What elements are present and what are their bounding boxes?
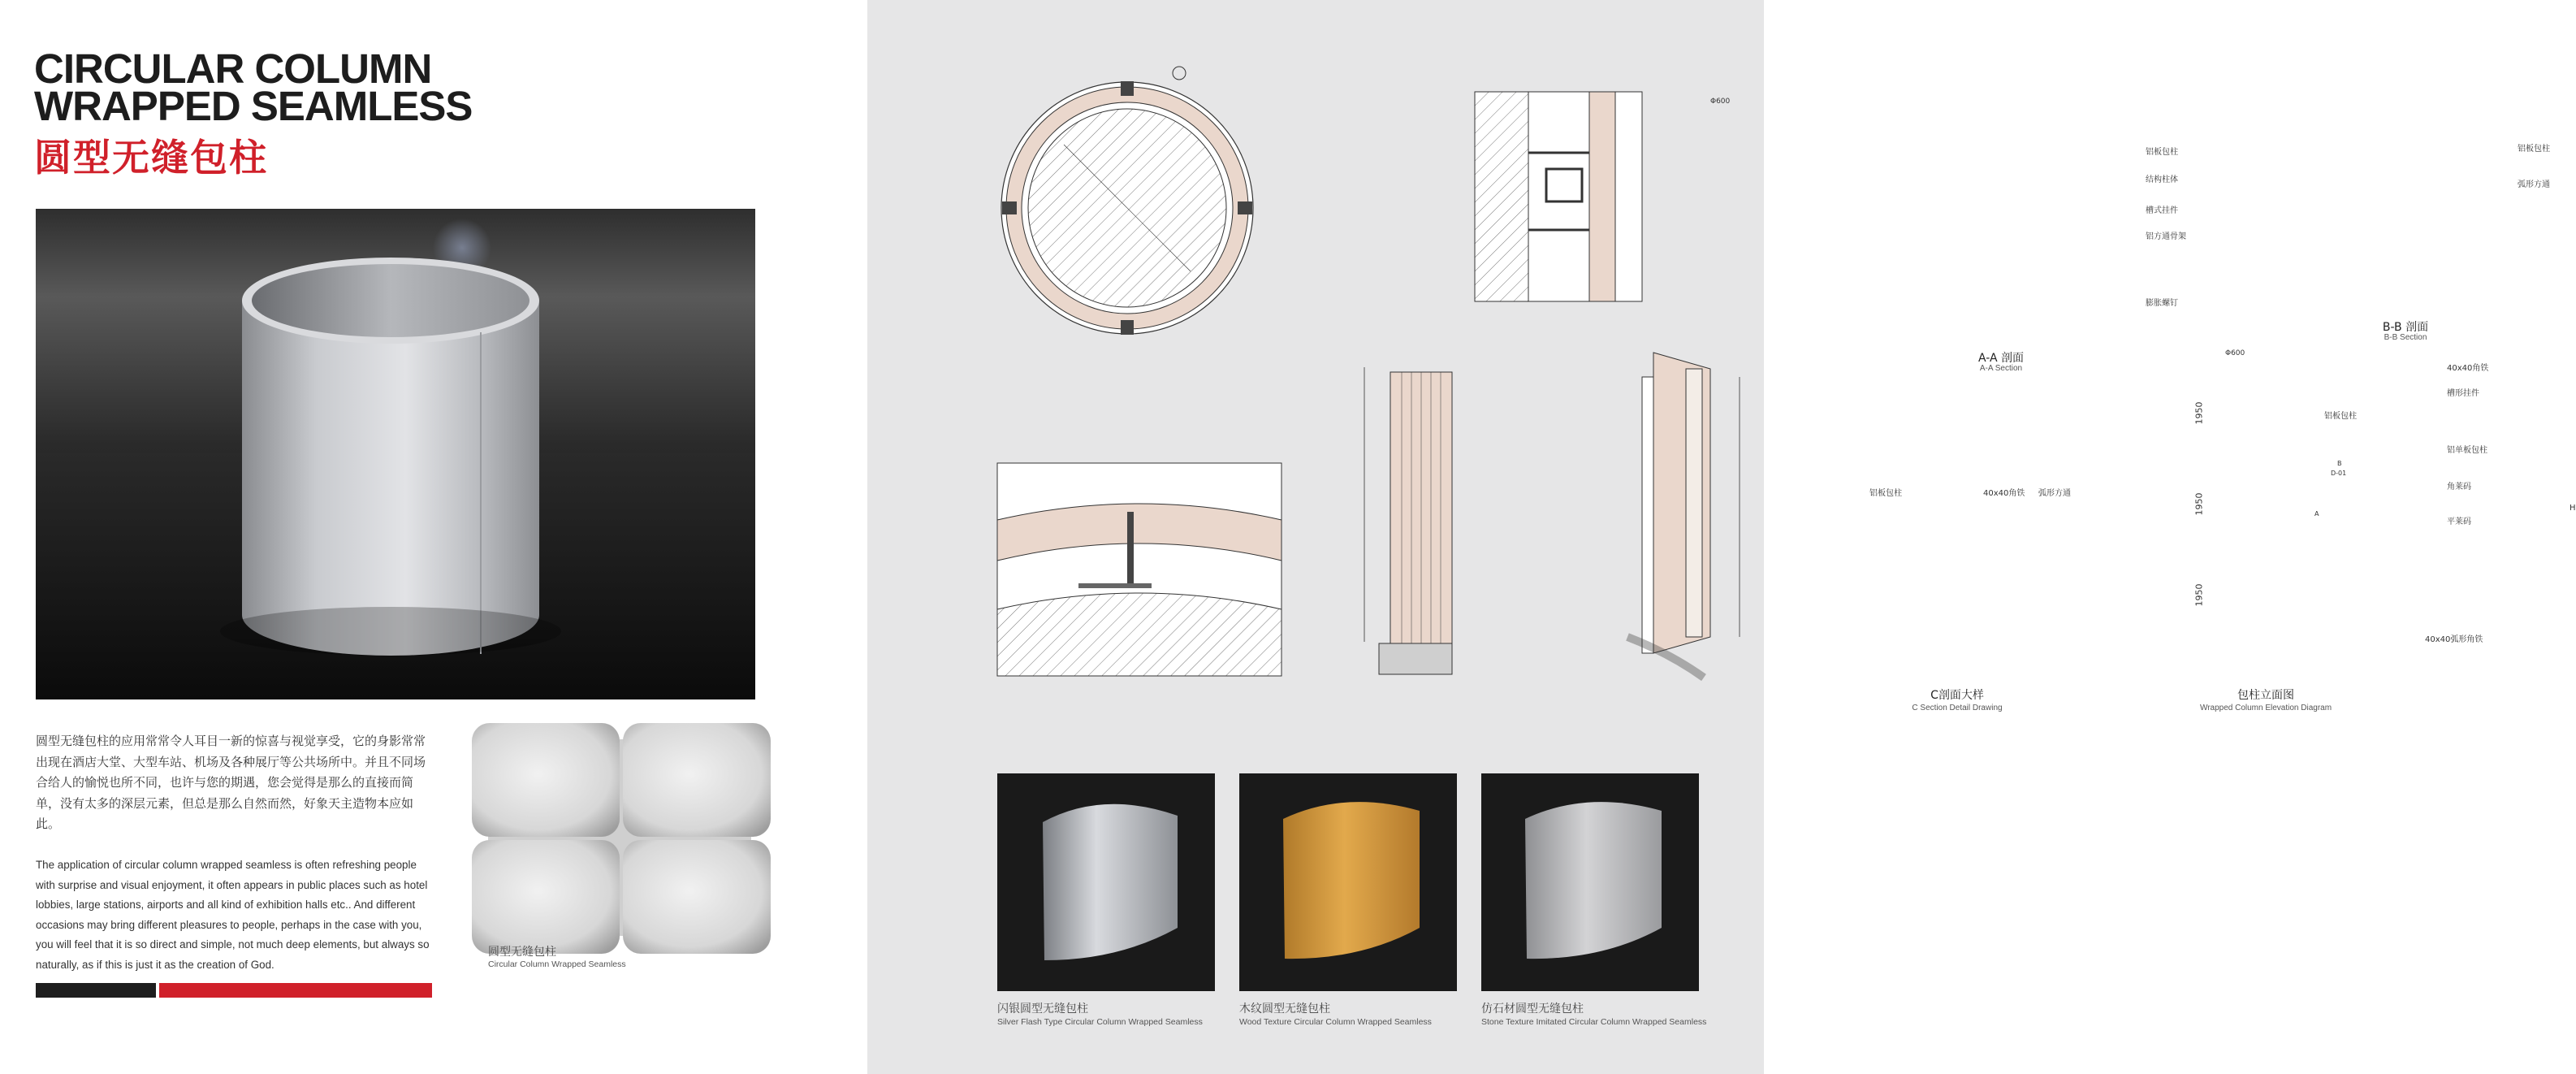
aa-title-en: A-A Section [1979, 364, 2023, 373]
bb-title-cn: B-B 剖面 [2382, 321, 2429, 334]
quilted-panel-image [488, 739, 751, 936]
product-1-en: Silver Flash Type Circular Column Wrapped Seamless [997, 1017, 1203, 1027]
elev-title-cn: 包柱立面图 [2237, 689, 2294, 702]
elev-label: 铝板包柱 [2324, 412, 2357, 421]
elev-marker-a: A [2315, 510, 2319, 518]
elev-marker-b: B [2337, 460, 2342, 467]
decorative-bar-dark [36, 983, 156, 998]
bb-label-1: 铝板包柱 [2518, 145, 2550, 154]
product-photo-silver [997, 773, 1215, 991]
stone-column-image [1481, 773, 1699, 991]
silver-column-image [997, 773, 1215, 991]
product-3-en: Stone Texture Imitated Circular Column Wrapped Seamless [1481, 1017, 1707, 1027]
title-line-2: WRAPPED SEAMLESS [34, 83, 473, 129]
detail-label-1: 40x40角铁 [2447, 364, 2489, 373]
tile-caption-cn: 圆型无缝包柱 [488, 946, 556, 959]
bb-label-2: 弧形方通 [2518, 180, 2550, 189]
detail-label-6: 40x40弧形角铁 [2425, 635, 2483, 644]
hero-column-photo [36, 209, 755, 699]
aa-dim: Φ600 [1710, 97, 1731, 106]
detail-label-2: 槽形挂件 [2447, 389, 2479, 398]
product-2-en: Wood Texture Circular Column Wrapped Seamless [1239, 1017, 1432, 1027]
aa-label-1: 铝板包柱 [2146, 148, 2178, 157]
elevation-drawing [1355, 357, 1452, 676]
intro-chinese: 圆型无缝包柱的应用常常令人耳目一新的惊喜与视觉享受，它的身影常常出现在酒店大堂、大型车站、机场及各种展厅等公共场所中。并且不同场合给人的愉悦也所不同，也许与您的期遇，您会觉得是那么的直接而简单，没有太多的深层元素，但总是那么自然而然，好象天主造物本应如此。 [36, 734, 426, 831]
detail-label-4: 角莱码 [2447, 483, 2471, 492]
elev-marker-b-sub: D-01 [2331, 470, 2347, 477]
bb-section-drawing [1475, 92, 1645, 303]
right-page [867, 0, 2576, 1074]
column-render [36, 209, 755, 699]
detail-label-5: 平莱码 [2447, 518, 2471, 526]
left-page [0, 0, 867, 1074]
product-2-cn: 木纹圆型无缝包柱 [1239, 1003, 1330, 1016]
aa-label-3: 槽式挂件 [2146, 206, 2178, 215]
aa-label-5: 膨胀螺钉 [2146, 299, 2178, 308]
wood-column-image [1239, 773, 1457, 991]
product-3-cn: 仿石材圆型无缝包柱 [1481, 1003, 1584, 1016]
elev-height-2: 1950 [2193, 492, 2205, 516]
intro-english: The application of circular column wrapped seamless is often refreshing people with surprise and visual enjoyment, it often appears in public places such as hotel lobbies, large stations, airports and all kind of exhibition halls etc.. And different occasions may bring different pleasures to people, perhaps in the case with you, you will feel that it is so direct and simple, not much deep elements, but always so naturally, as if this is just it as the creation of God. [36, 859, 430, 971]
elev-title-en: Wrapped Column Elevation Diagram [2199, 704, 2332, 712]
detail-label-3: 铝单板包柱 [2447, 446, 2487, 455]
elev-height-3: 1950 [2193, 583, 2205, 607]
detail-dim-h: H [2570, 504, 2576, 513]
elev-top-dim: Φ600 [2225, 349, 2245, 357]
c-title-en: C Section Detail Drawing [1912, 704, 2003, 712]
c-section-drawing [997, 463, 1283, 678]
elev-height-1: 1950 [2193, 401, 2205, 425]
c-label-2: 40x40角铁 [1983, 489, 2025, 498]
c-label-3: 弧形方通 [2038, 489, 2071, 498]
aa-title-cn: A-A 剖面 [1977, 352, 2025, 365]
product-photo-wood [1239, 773, 1457, 991]
product-photo-stone [1481, 773, 1699, 991]
tile-caption-en: Circular Column Wrapped Seamless [488, 959, 626, 969]
aa-label-4: 铝方通骨架 [2146, 232, 2186, 241]
decorative-bar-red [159, 983, 432, 998]
c-label-1: 铝板包柱 [1869, 489, 1902, 498]
title-chinese: 圆型无缝包柱 [34, 136, 268, 180]
product-1-cn: 闪银圆型无缝包柱 [997, 1003, 1088, 1016]
c-title-cn: C剖面大样 [1930, 689, 1984, 702]
panel-texture-photo [488, 739, 751, 936]
bb-title-en: B-B Section [2384, 333, 2427, 342]
aa-label-2: 结构柱体 [2146, 175, 2178, 184]
mounting-detail-drawing [1588, 344, 1759, 689]
aa-section-drawing [999, 63, 1251, 340]
title-line-1: CIRCULAR COLUMN [34, 45, 432, 92]
